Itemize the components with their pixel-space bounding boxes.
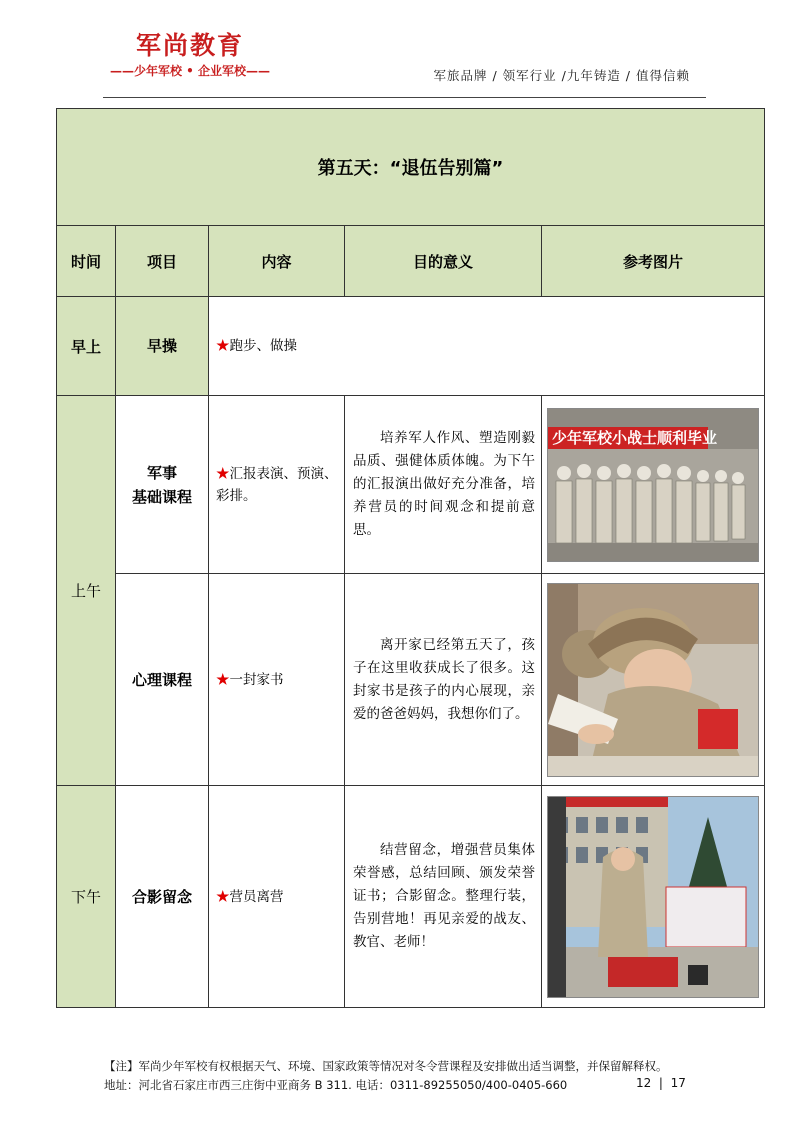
content-text: 汇报表演、预演、彩排。 — [216, 465, 338, 504]
item-line-1: 军事 — [146, 463, 177, 482]
page-current: 12 — [636, 1076, 652, 1090]
purpose-cell: 培养军人作风、塑造刚毅品质、强健体质体魄。为下午的汇报演出做好充分准备，培养营员的时间观念和提前意思。 — [345, 396, 542, 574]
photo-cell — [542, 574, 765, 786]
page-number — [636, 1076, 686, 1090]
content-text: 一封家书 — [229, 671, 284, 688]
item-cell — [116, 396, 209, 574]
column-header-purpose: 目的意义 — [345, 226, 542, 297]
column-header-item: 项目 — [116, 226, 209, 297]
content-cell — [209, 396, 345, 574]
page-total: 17 — [670, 1076, 686, 1090]
star-icon: ★ — [216, 465, 230, 482]
content-cell — [209, 297, 765, 396]
photo-cell — [542, 396, 765, 574]
column-header-photo: 参考图片 — [542, 226, 765, 297]
time-cell: 下午 — [57, 786, 116, 1008]
content-cell — [209, 574, 345, 786]
purpose-cell: 离开家已经第五天了，孩子在这里收获成长了很多。这封家书是孩子的内心展现，亲爱的爸爸妈妈，我想你们了。 — [345, 574, 542, 786]
star-icon: ★ — [216, 338, 230, 354]
star-icon: ★ — [216, 671, 230, 688]
table-row — [57, 297, 765, 396]
time-cell: 早上 — [57, 297, 116, 396]
item-cell: 心理课程 — [116, 574, 209, 786]
table-row — [57, 574, 765, 786]
column-header-content: 内容 — [209, 226, 345, 297]
item-cell: 合影留念 — [116, 786, 209, 1008]
table-header-row — [57, 226, 765, 297]
banner-text: 少年军校小战士顺利毕业 — [552, 428, 718, 447]
content-text: 跑步、做操 — [229, 338, 297, 354]
brand-name: 军尚教育 — [135, 31, 244, 60]
footer-address: 地址：河北省石家庄市西三庄街中亚商务 B 311. 电话：0311-89255050/400-0405-660 — [104, 1078, 568, 1092]
table-row — [57, 786, 765, 1008]
header-divider — [103, 97, 706, 98]
brand-slogan: ——少年军校 • 企业军校—— — [109, 64, 271, 78]
star-icon: ★ — [216, 888, 230, 905]
time-cell: 上午 — [57, 396, 116, 786]
table-title: 第五天：“退伍告别篇” — [57, 109, 765, 226]
photo-cell — [542, 786, 765, 1008]
item-line-2: 基础课程 — [131, 487, 192, 506]
footer-note: 【注】军尚少年军校有权根据天气、环境、国家政策等情况对冬令营课程及安排做出适当调整，并保留解释权。 — [104, 1059, 668, 1073]
purpose-cell: 结营留念，增强营员集体荣誉感，总结回顾、颁发荣誉证书；合影留念。整理行装，告别营地！再见亲爱的战友、教官、老师！ — [345, 786, 542, 1008]
header-tagline: 军旅品牌 / 领军行业 /九年铸造 / 值得信赖 — [433, 68, 690, 83]
page-separator: | — [658, 1076, 663, 1090]
graduation-lineup-photo — [547, 408, 759, 562]
table-row — [57, 396, 765, 574]
column-header-time: 时间 — [57, 226, 116, 297]
farewell-ceremony-photo — [547, 796, 759, 998]
letter-writing-photo — [547, 583, 759, 777]
content-cell — [209, 786, 345, 1008]
content-text: 营员离营 — [229, 888, 284, 905]
item-cell: 早操 — [116, 297, 209, 396]
schedule-table — [56, 108, 765, 1008]
